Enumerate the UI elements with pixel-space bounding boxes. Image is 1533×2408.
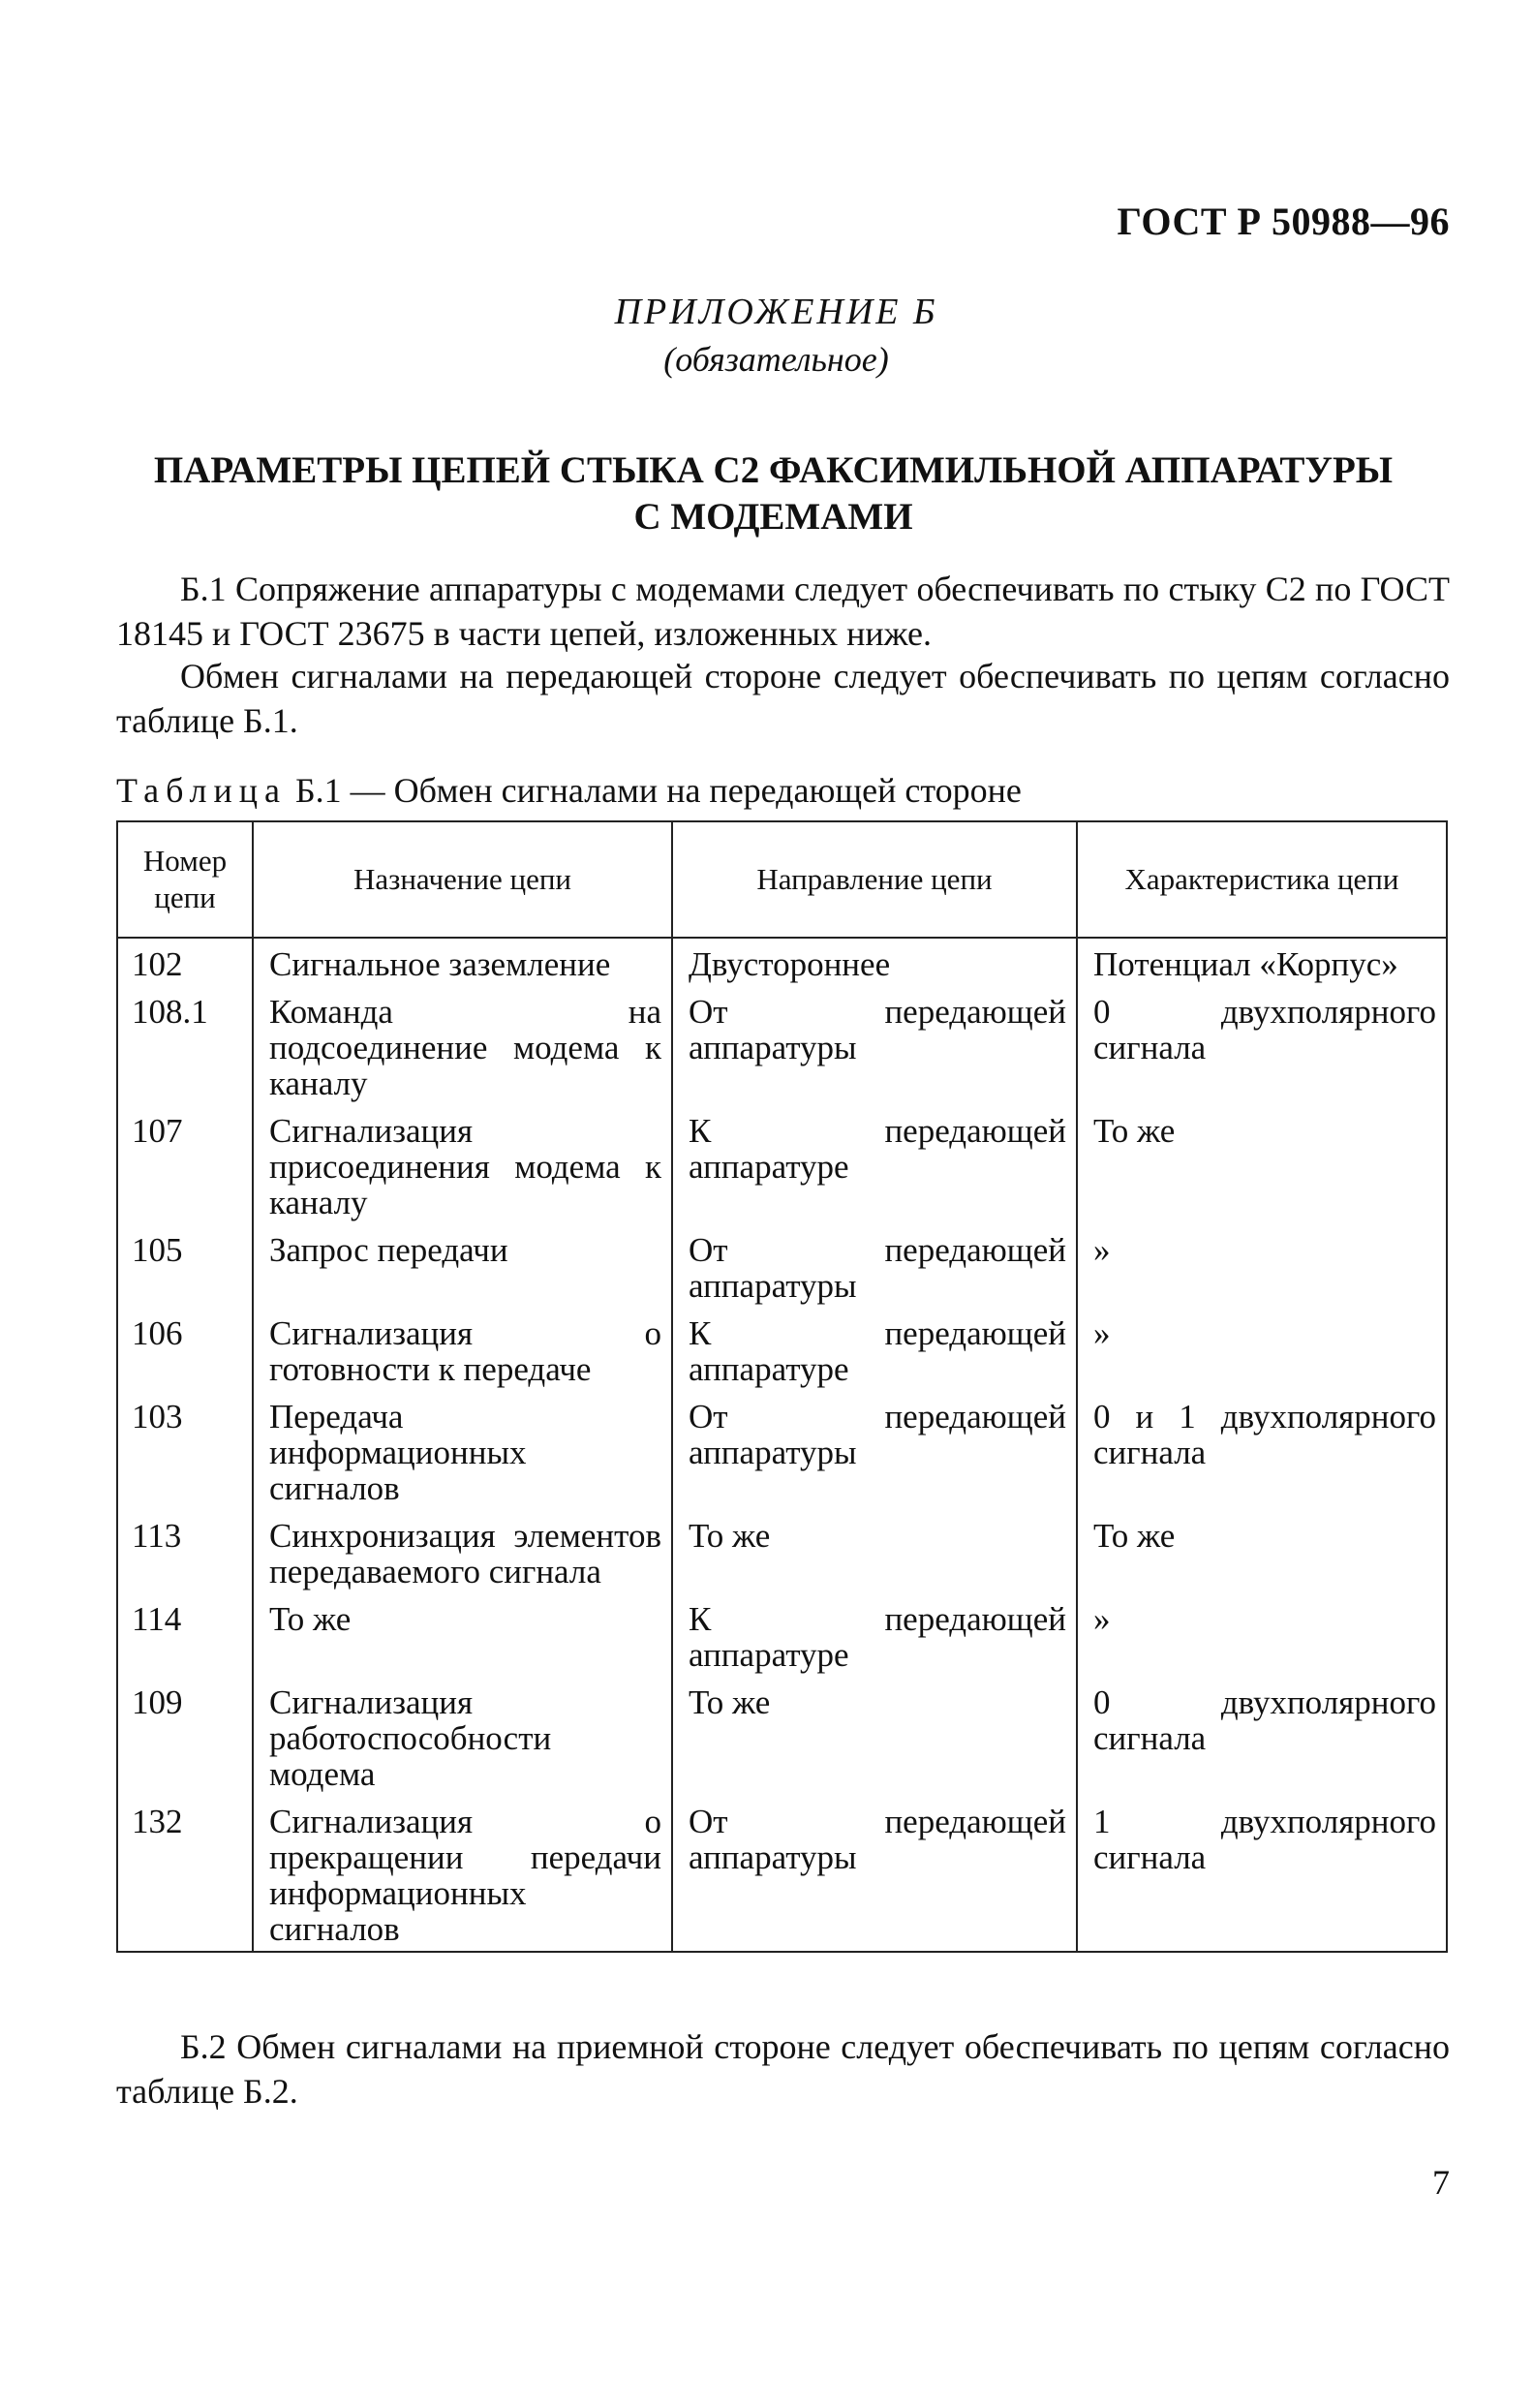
paragraph-b1-cont-text: Обмен сигналами на передающей стороне следует обеспечивать по цепям согласно таблице Б.1. xyxy=(116,657,1450,740)
cell-purpose: Сигнализация присоединения модема к каналу xyxy=(253,1105,672,1224)
paragraph-b1-text: Б.1 Сопряжение аппаратуры с модемами следует обеспечивать по стыку С2 по ГОСТ 18145 и ГОСТ 23675 в части цепей, изложенных ниже. xyxy=(116,570,1450,653)
cell-direction: Двустороннее xyxy=(672,938,1077,986)
cell-number: 102 xyxy=(117,938,253,986)
cell-direction: От передающей аппаратуры xyxy=(672,1796,1077,1952)
cell-characteristic: » xyxy=(1077,1224,1447,1308)
header-circuit-purpose: Назначение цепи xyxy=(253,821,672,938)
cell-characteristic: 0 двухполярного сигнала xyxy=(1077,986,1447,1105)
cell-number: 113 xyxy=(117,1510,253,1593)
heading-line-1: ПАРАМЕТРЫ ЦЕПЕЙ СТЫКА С2 ФАКСИМИЛЬНОЙ АППАРАТУРЫ xyxy=(153,449,1394,491)
cell-purpose: Синхронизация элементов передаваемого сигнала xyxy=(253,1510,672,1593)
heading-line-2: С МОДЕМАМИ xyxy=(633,496,913,538)
cell-direction: То же xyxy=(672,1510,1077,1593)
cell-number: 107 xyxy=(117,1105,253,1224)
cell-number: 109 xyxy=(117,1677,253,1796)
header-circuit-number: Номер цепи xyxy=(117,821,253,938)
cell-direction: К передающей аппаратуре xyxy=(672,1105,1077,1224)
cell-purpose: Сигнализация о прекращении передачи информационных сигналов xyxy=(253,1796,672,1952)
paragraph-b1-continued xyxy=(116,654,1450,743)
table-header-row xyxy=(117,821,1447,938)
table-row xyxy=(117,1391,1447,1510)
cell-characteristic: Потенциал «Корпус» xyxy=(1077,938,1447,986)
cell-direction: От передающей аппаратуры xyxy=(672,1224,1077,1308)
section-heading xyxy=(97,448,1450,540)
cell-purpose: Сигнализация о готовности к передаче xyxy=(253,1308,672,1391)
cell-purpose: Команда на подсоединение модема к каналу xyxy=(253,986,672,1105)
header-circuit-characteristic: Характеристика цепи xyxy=(1077,821,1447,938)
table-caption xyxy=(116,770,1022,811)
table-row xyxy=(117,1224,1447,1308)
appendix-block xyxy=(0,291,1533,380)
appendix-status: (обязательное) xyxy=(663,340,889,379)
paragraph-b2-text: Б.2 Обмен сигналами на приемной стороне следует обеспечивать по цепям согласно таблице Б.2. xyxy=(116,2027,1450,2111)
cell-direction: К передающей аппаратуре xyxy=(672,1593,1077,1677)
cell-characteristic: 1 двухполярного сигнала xyxy=(1077,1796,1447,1952)
cell-purpose: Сигнальное заземление xyxy=(253,938,672,986)
paragraph-b2 xyxy=(116,2024,1450,2114)
cell-number: 108.1 xyxy=(117,986,253,1105)
cell-number: 132 xyxy=(117,1796,253,1952)
table-row xyxy=(117,1593,1447,1677)
table-row xyxy=(117,986,1447,1105)
circuit-parameters-table xyxy=(116,820,1448,1953)
cell-number: 114 xyxy=(117,1593,253,1677)
cell-characteristic: То же xyxy=(1077,1105,1447,1224)
cell-characteristic: » xyxy=(1077,1593,1447,1677)
cell-number: 105 xyxy=(117,1224,253,1308)
table-row xyxy=(117,938,1447,986)
table-row xyxy=(117,1796,1447,1952)
cell-purpose: То же xyxy=(253,1593,672,1677)
cell-direction: От передающей аппаратуры xyxy=(672,1391,1077,1510)
cell-direction: От передающей аппаратуры xyxy=(672,986,1077,1105)
table-caption-word: Таблица xyxy=(116,771,287,810)
table-row xyxy=(117,1510,1447,1593)
table-row xyxy=(117,1308,1447,1391)
cell-number: 106 xyxy=(117,1308,253,1391)
header-circuit-direction: Направление цепи xyxy=(672,821,1077,938)
table-row xyxy=(117,1105,1447,1224)
cell-purpose: Передача информационных сигналов xyxy=(253,1391,672,1510)
cell-purpose: Запрос передачи xyxy=(253,1224,672,1308)
cell-characteristic: 0 двухполярного сигнала xyxy=(1077,1677,1447,1796)
appendix-title: ПРИЛОЖЕНИЕ Б xyxy=(614,292,938,332)
cell-number: 103 xyxy=(117,1391,253,1510)
page-number: 7 xyxy=(1432,2163,1450,2202)
table-caption-text: Б.1 — Обмен сигналами на передающей стороне xyxy=(294,771,1022,810)
cell-direction: К передающей аппаратуре xyxy=(672,1308,1077,1391)
table-row xyxy=(117,1677,1447,1796)
cell-characteristic: » xyxy=(1077,1308,1447,1391)
cell-characteristic: То же xyxy=(1077,1510,1447,1593)
cell-characteristic: 0 и 1 двухполярного сигнала xyxy=(1077,1391,1447,1510)
document-id: ГОСТ Р 50988—96 xyxy=(1117,200,1450,243)
cell-direction: То же xyxy=(672,1677,1077,1796)
cell-purpose: Сигнализация работоспособности модема xyxy=(253,1677,672,1796)
paragraph-b1 xyxy=(116,567,1450,656)
